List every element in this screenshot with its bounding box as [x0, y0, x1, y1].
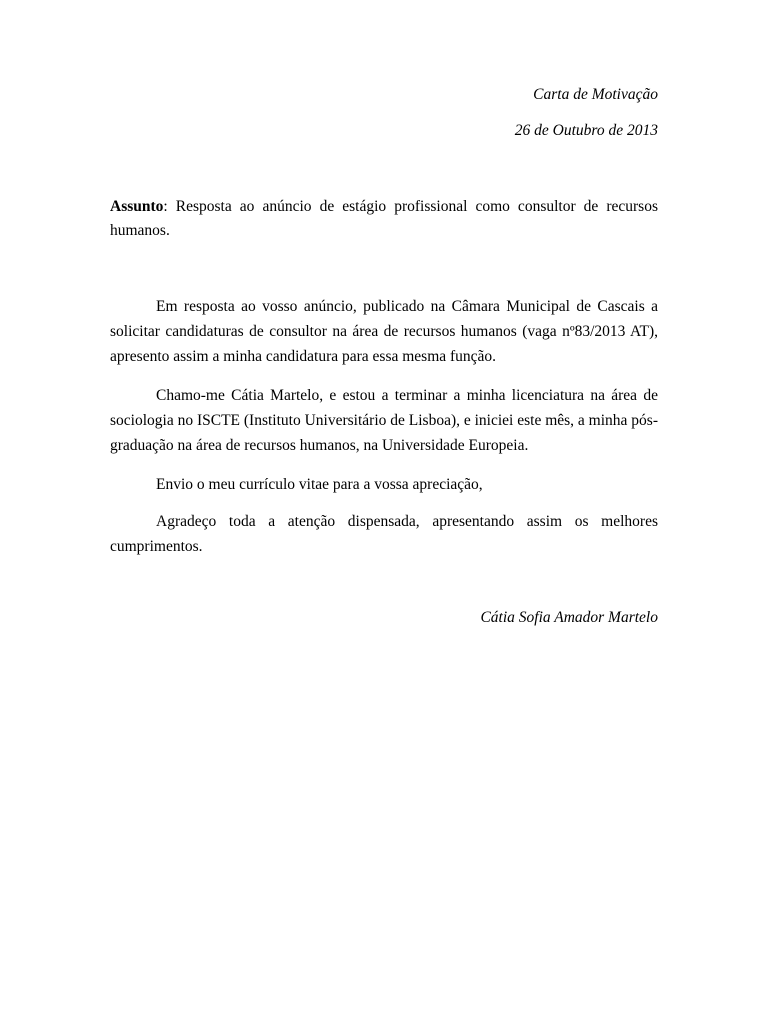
letter-page: [110, 0, 658, 1024]
subject-label: Assunto: [110, 198, 164, 215]
signature: Cátia Sofia Amador Martelo: [480, 609, 658, 626]
body-paragraph: Agradeço toda a atenção dispensada, apresentando assim os melhores cumprimentos.: [110, 513, 658, 555]
letter-title: Carta de Motivação: [533, 86, 658, 103]
subject-text: : Resposta ao anúncio de estágio profissional como consultor de recursos humanos.: [110, 198, 658, 239]
subject-line: [110, 195, 658, 243]
body-paragraph: Em resposta ao vosso anúncio, publicado na Câmara Municipal de Cascais a solicitar candidaturas de consultor na área de recursos humanos (vaga nº83/2013 AT), apresento assim a minha candidatura para essa mesma função.: [110, 298, 658, 365]
body-paragraph: Chamo-me Cátia Martelo, e estou a terminar a minha licenciatura na área de sociologia no ISCTE (Instituto Universitário de Lisboa), e iniciei este mês, a minha pós-graduação na área de recursos humanos, na Universidade Europeia.: [110, 387, 658, 454]
body-paragraph: Envio o meu currículo vitae para a vossa apreciação,: [156, 476, 483, 493]
letter-body: [110, 294, 658, 573]
letter-date: 26 de Outubro de 2013: [514, 122, 658, 139]
